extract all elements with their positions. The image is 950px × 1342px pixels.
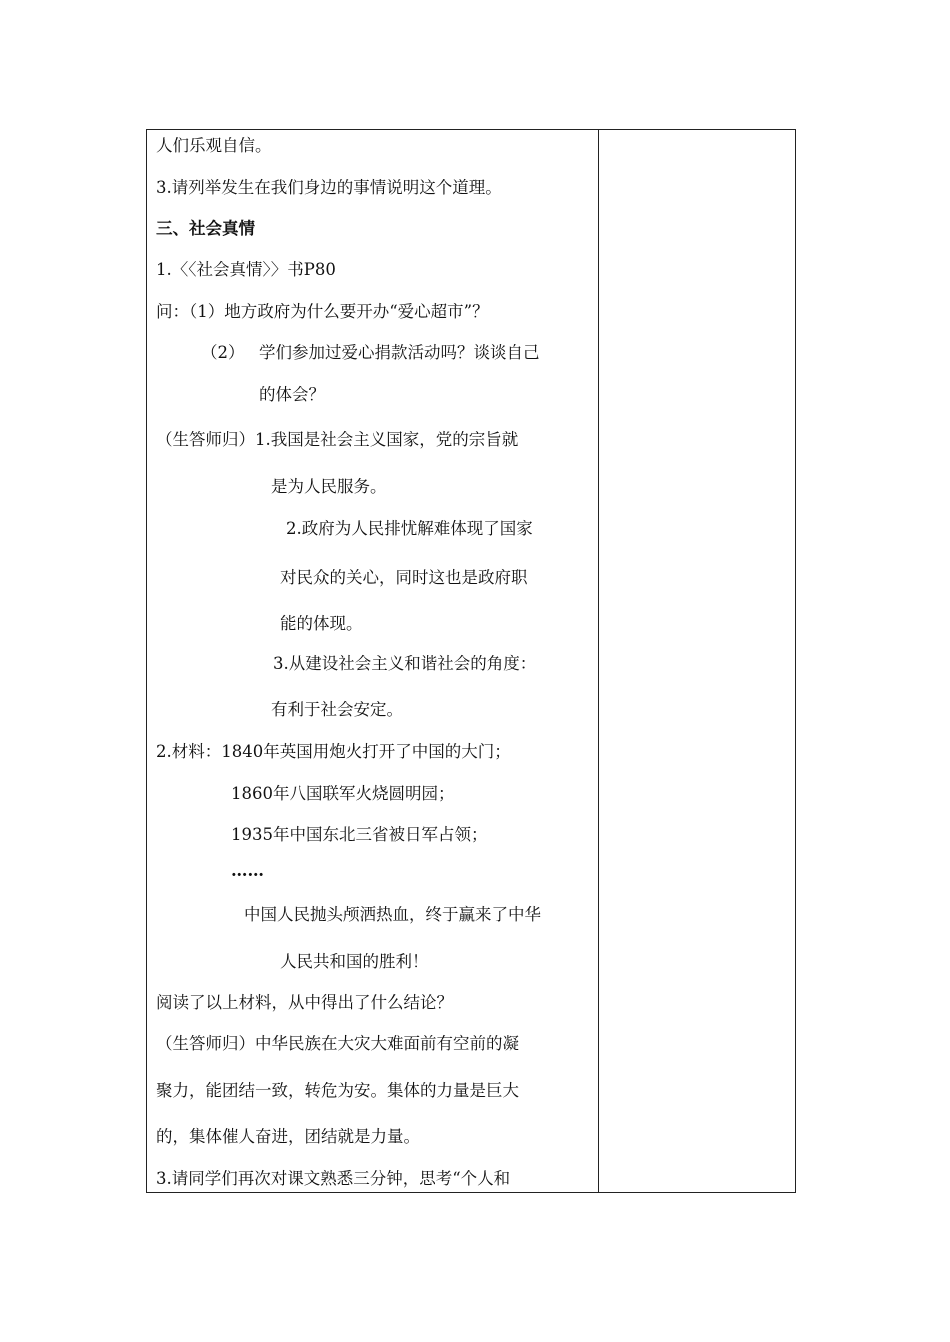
answer-line: 聚力，能团结一致，转危为安。集体的力量是巨大 [156,1081,519,1100]
answer-line: 能的体现。 [280,614,363,633]
text-line: 3.请列举发生在我们身边的事情说明这个道理。 [156,178,502,197]
material-line: 2.材料：1840年英国用炮火打开了中国的大门； [156,742,511,761]
answer-line: 的，集体催人奋进，团结就是力量。 [156,1127,420,1146]
ellipsis: …… [231,861,264,880]
answer-line: 有利于社会安定。 [271,700,403,719]
question-line: 阅读了以上材料，从中得出了什么结论？ [156,993,453,1012]
section-heading: 三、社会真情 [156,219,255,238]
question-line: 问：（1）地方政府为什么要开办“爱心超市”？ [156,302,489,321]
notes-cell [599,130,795,1192]
material-line: 1935年中国东北三省被日军占领； [231,825,488,844]
material-line: 1860年八国联军火烧圆明园； [231,784,455,803]
answer-line: 3.从建设社会主义和谐社会的角度： [273,654,537,673]
text-line: 1.〈〈社会真情〉〉书P80 [156,260,336,279]
answer-line: 对民众的关心，同时这也是政府职 [280,568,528,587]
answer-line: 是为人民服务。 [271,477,387,496]
lesson-table [146,129,796,1193]
answer-line: （生答师归）中华民族在大灾大难面前有空前的凝 [156,1034,519,1053]
text-line: 人们乐观自信。 [156,136,272,155]
question-number: （2） [201,343,245,362]
text-line: 3.请同学们再次对课文熟悉三分钟，思考“个人和 [156,1169,511,1188]
question-line: 的体会？ [259,385,325,404]
answer-line: 2.政府为人民排忧解难体现了国家 [286,519,533,538]
answer-line: （生答师归）1.我国是社会主义国家，党的宗旨就 [156,430,519,449]
material-line: 中国人民抛头颅洒热血，终于赢来了中华 [244,905,541,924]
question-line: 学们参加过爱心捐款活动吗？谈谈自己 [259,343,540,362]
material-line: 人民共和国的胜利！ [280,952,429,971]
